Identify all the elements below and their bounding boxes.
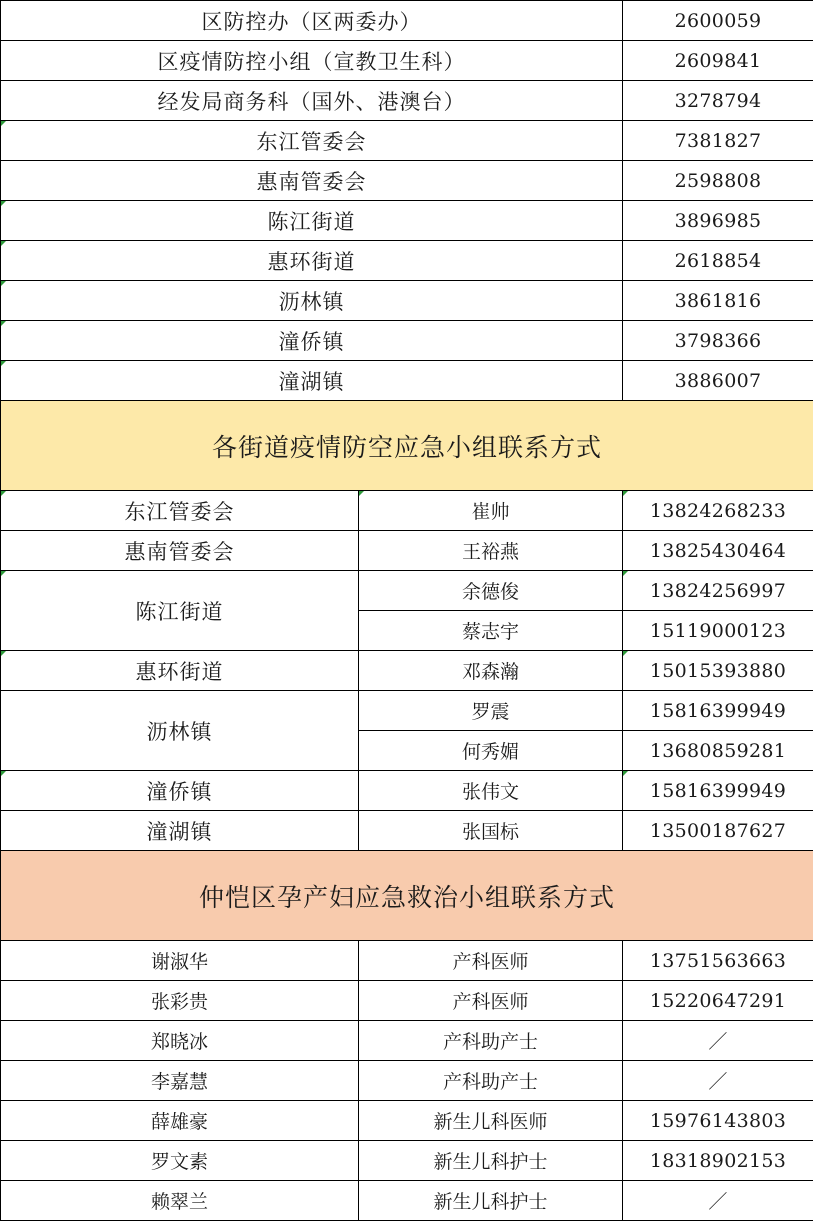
office-name: 潼湖镇 xyxy=(1,361,623,401)
office-phone: 3278794 xyxy=(623,81,813,121)
street-person: 余德俊 xyxy=(359,571,623,611)
maternal-role: 产科医师 xyxy=(359,981,623,1021)
maternal-row xyxy=(1,1141,813,1181)
maternal-row xyxy=(1,941,813,981)
office-name: 经发局商务科（国外、港澳台） xyxy=(1,81,623,121)
maternal-name: 罗文素 xyxy=(1,1141,359,1181)
office-phone: 2600059 xyxy=(623,1,813,41)
street-phone: 13824256997 xyxy=(623,571,813,611)
street-row xyxy=(1,531,813,571)
street-person: 蔡志宇 xyxy=(359,611,623,651)
office-name: 东江管委会 xyxy=(1,121,623,161)
maternal-phone: ／ xyxy=(623,1061,813,1101)
office-name: 惠南管委会 xyxy=(1,161,623,201)
maternal-phone: ／ xyxy=(623,1021,813,1061)
office-row xyxy=(1,201,813,241)
maternal-role: 新生儿科护士 xyxy=(359,1141,623,1181)
office-row xyxy=(1,241,813,281)
street-area: 沥林镇 xyxy=(1,691,359,771)
maternal-name: 赖翠兰 xyxy=(1,1181,359,1221)
street-person: 何秀媚 xyxy=(359,731,623,771)
street-person: 张国标 xyxy=(359,811,623,851)
office-phone: 2618854 xyxy=(623,241,813,281)
street-phone: 15816399949 xyxy=(623,691,813,731)
maternal-phone: 18318902153 xyxy=(623,1141,813,1181)
office-name: 惠环街道 xyxy=(1,241,623,281)
street-section-header xyxy=(1,401,813,491)
maternal-name: 薛雄豪 xyxy=(1,1101,359,1141)
street-row xyxy=(1,691,813,731)
office-name: 陈江街道 xyxy=(1,201,623,241)
office-phone: 3861816 xyxy=(623,281,813,321)
street-person: 邓森瀚 xyxy=(359,651,623,691)
street-area: 东江管委会 xyxy=(1,491,359,531)
street-person: 王裕燕 xyxy=(359,531,623,571)
maternal-phone: 13751563663 xyxy=(623,941,813,981)
office-name: 区疫情防控小组（宣教卫生科） xyxy=(1,41,623,81)
street-phone: 15015393880 xyxy=(623,651,813,691)
street-row xyxy=(1,811,813,851)
street-area: 潼湖镇 xyxy=(1,811,359,851)
maternal-row xyxy=(1,1101,813,1141)
office-phone: 7381827 xyxy=(623,121,813,161)
street-row xyxy=(1,771,813,811)
office-row xyxy=(1,121,813,161)
maternal-name: 谢淑华 xyxy=(1,941,359,981)
maternal-role: 产科医师 xyxy=(359,941,623,981)
street-phone: 13500187627 xyxy=(623,811,813,851)
office-row xyxy=(1,41,813,81)
office-row xyxy=(1,1,813,41)
maternal-row xyxy=(1,1021,813,1061)
maternal-role: 新生儿科护士 xyxy=(359,1181,623,1221)
maternal-name: 李嘉慧 xyxy=(1,1061,359,1101)
maternal-row xyxy=(1,981,813,1021)
maternal-phone: 15220647291 xyxy=(623,981,813,1021)
office-row xyxy=(1,81,813,121)
office-phone: 3798366 xyxy=(623,321,813,361)
maternal-phone: ／ xyxy=(623,1181,813,1221)
maternal-section-header xyxy=(1,851,813,941)
street-area: 惠环街道 xyxy=(1,651,359,691)
street-phone: 15119000123 xyxy=(623,611,813,651)
office-phone: 3886007 xyxy=(623,361,813,401)
street-area: 惠南管委会 xyxy=(1,531,359,571)
office-row xyxy=(1,321,813,361)
street-row xyxy=(1,571,813,611)
street-row xyxy=(1,491,813,531)
office-row xyxy=(1,361,813,401)
street-section-title: 各街道疫情防空应急小组联系方式 xyxy=(1,401,813,491)
office-row xyxy=(1,161,813,201)
street-person: 罗震 xyxy=(359,691,623,731)
street-phone: 13680859281 xyxy=(623,731,813,771)
maternal-row xyxy=(1,1181,813,1221)
maternal-name: 张彩贵 xyxy=(1,981,359,1021)
maternal-row xyxy=(1,1061,813,1101)
street-row xyxy=(1,651,813,691)
office-name: 潼侨镇 xyxy=(1,321,623,361)
maternal-phone: 15976143803 xyxy=(623,1101,813,1141)
maternal-name: 郑晓冰 xyxy=(1,1021,359,1061)
maternal-section-title: 仲恺区孕产妇应急救治小组联系方式 xyxy=(1,851,813,941)
street-phone: 15816399949 xyxy=(623,771,813,811)
street-area: 陈江街道 xyxy=(1,571,359,651)
office-phone: 2598808 xyxy=(623,161,813,201)
office-phone: 3896985 xyxy=(623,201,813,241)
office-name: 区防控办（区两委办） xyxy=(1,1,623,41)
office-phone: 2609841 xyxy=(623,41,813,81)
maternal-role: 产科助产士 xyxy=(359,1061,623,1101)
street-phone: 13824268233 xyxy=(623,491,813,531)
maternal-role: 新生儿科医师 xyxy=(359,1101,623,1141)
street-phone: 13825430464 xyxy=(623,531,813,571)
street-area: 潼侨镇 xyxy=(1,771,359,811)
maternal-role: 产科助产士 xyxy=(359,1021,623,1061)
street-person: 张伟文 xyxy=(359,771,623,811)
office-row xyxy=(1,281,813,321)
office-name: 沥林镇 xyxy=(1,281,623,321)
street-person: 崔帅 xyxy=(359,491,623,531)
